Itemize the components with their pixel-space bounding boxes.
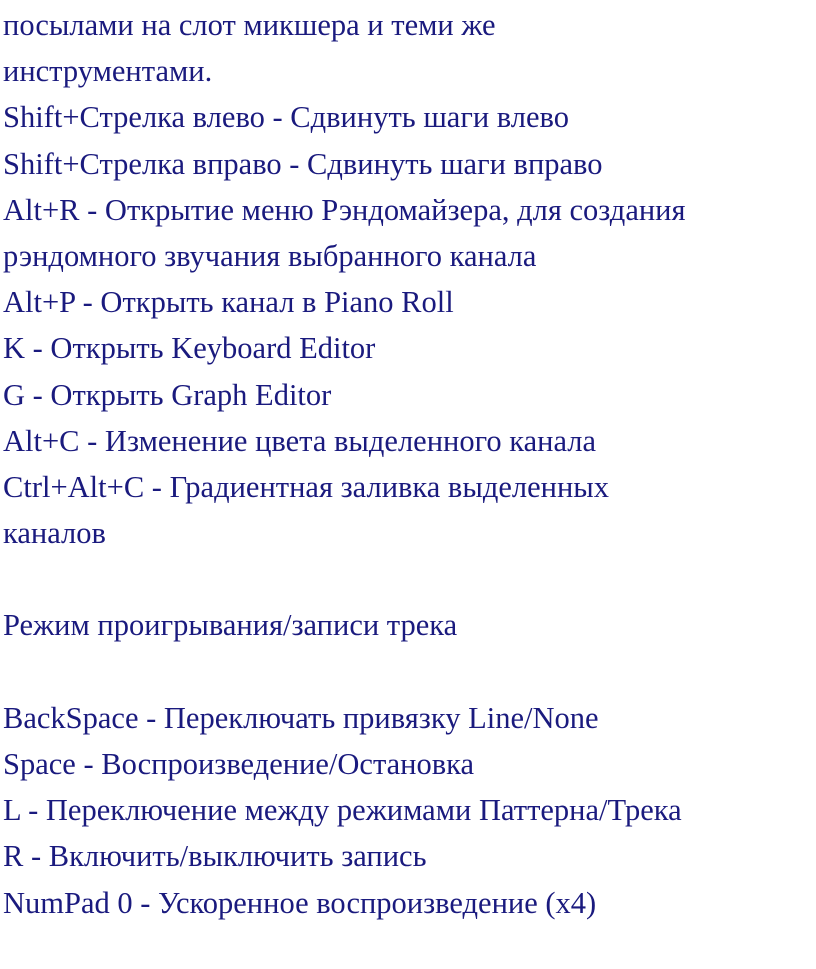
shortcut-line: K - Открыть Keyboard Editor [3, 331, 376, 366]
text-line: каналов [3, 516, 106, 551]
shortcut-line: Shift+Стрелка вправо - Сдвинуть шаги вправо [3, 146, 603, 181]
shortcut-line: R - Включить/выключить запись [3, 839, 427, 874]
shortcut-line: Shift+Стрелка влево - Сдвинуть шаги влево [3, 100, 569, 135]
blank-line [3, 556, 813, 602]
shortcut-line: G - Открыть Graph Editor [3, 377, 332, 412]
shortcut-line: Alt+R - Открытие меню Рэндомайзера, для создания [3, 192, 686, 227]
shortcut-line: Alt+C - Изменение цвета выделенного канала [3, 423, 597, 458]
document-page [3, 2, 813, 926]
shortcut-line: BackSpace - Переключать привязку Line/None [3, 700, 599, 735]
shortcut-line: Ctrl+Alt+C - Градиентная заливка выделенных [3, 469, 610, 504]
shortcut-line: L - Переключение между режимами Паттерна/Трека [3, 793, 682, 828]
blank-line [3, 649, 813, 695]
section-heading: Режим проигрывания/записи трека [3, 608, 458, 643]
shortcut-line: Alt+P - Открыть канал в Piano Roll [3, 285, 454, 320]
text-line: инструментами. [3, 54, 213, 89]
shortcut-line: NumPad 0 - Ускоренное воспроизведение (x4) [3, 885, 597, 920]
text-line: посылами на слот микшера и теми же [3, 8, 496, 42]
shortcut-line: Space - Воспроизведение/Остановка [3, 747, 475, 781]
text-line: рэндомного звучания выбранного канала [3, 238, 537, 273]
